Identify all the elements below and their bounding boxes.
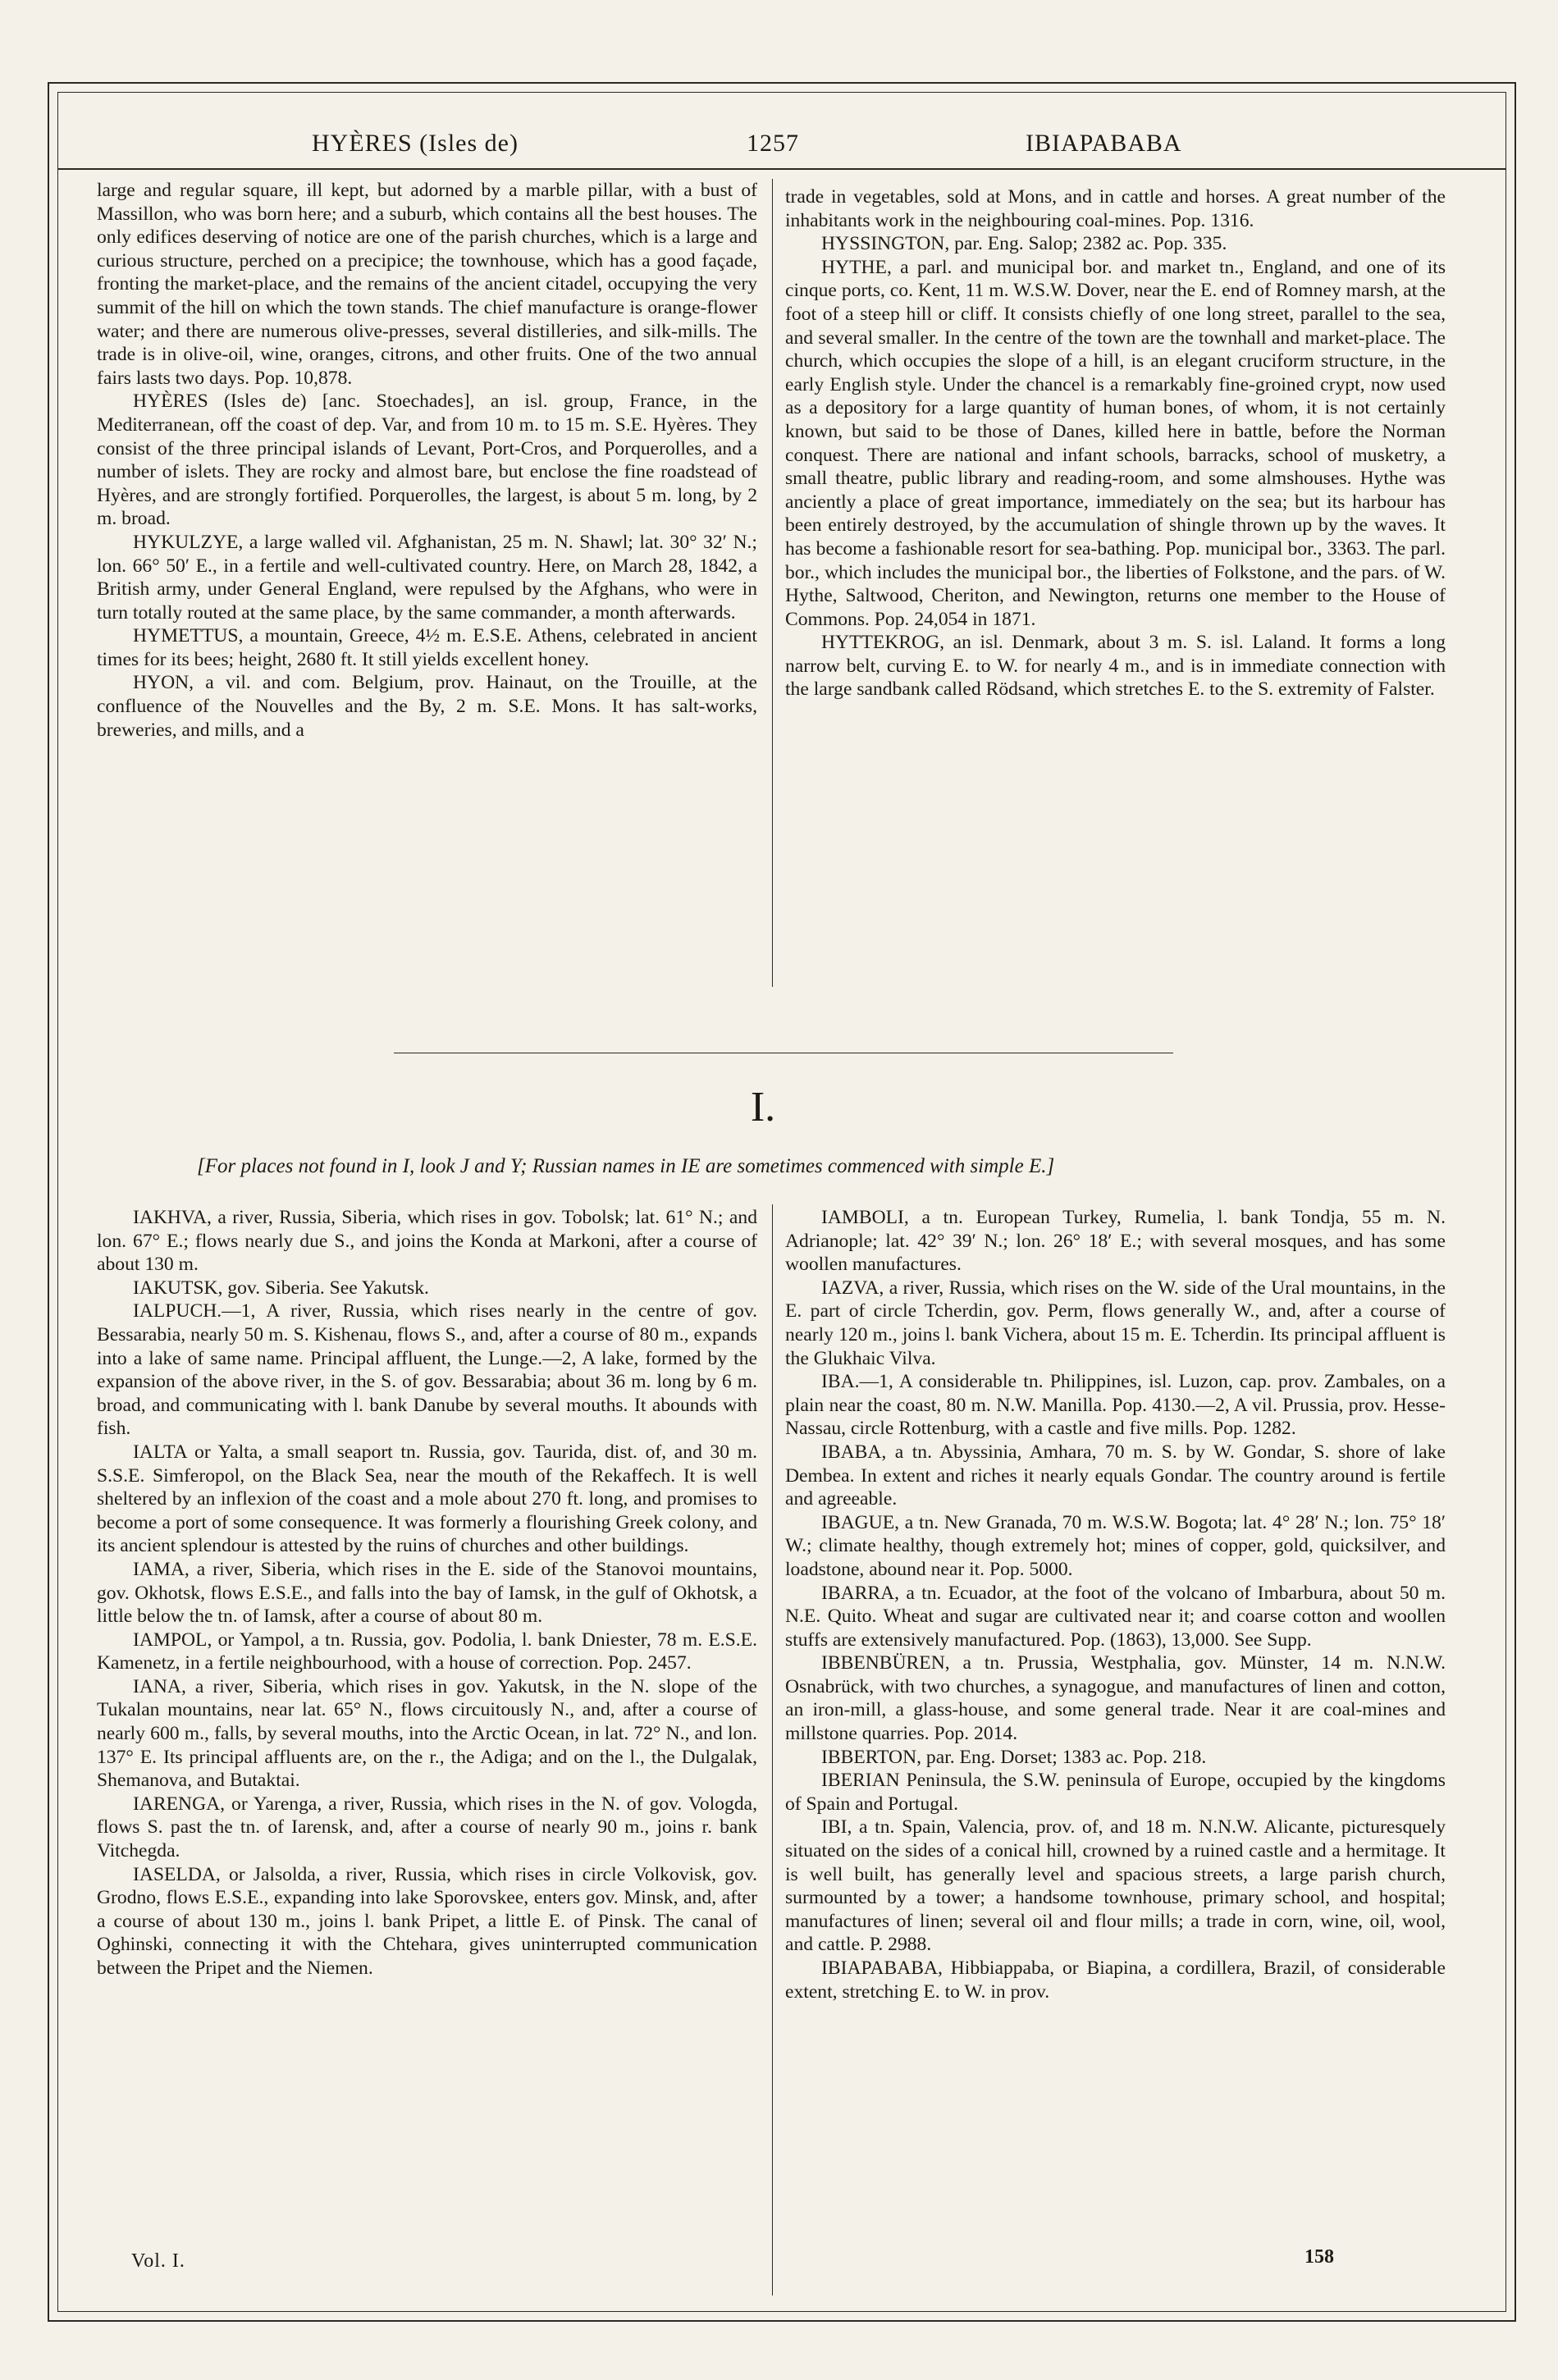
column-divider (772, 179, 773, 987)
entry-paragraph: IBI, a tn. Spain, Valencia, prov. of, and 18 m. N.N.W. Alicante, picturesquely situated on the sides of a conical hill, crowned by a ruined castle and a hermitage. It is well built, has generally level and spacious streets, a large parish church, surmounted by a tower; a handsome townhouse, primary school, and hospital; manufactures of linen; several oil and flour mills; a trade in corn, wine, oil, wool, and cattle. P. 2988. (785, 1816, 1446, 1956)
top-right-column (785, 185, 1446, 701)
entry-paragraph: HYTHE, a parl. and municipal bor. and market tn., England, and one of its cinque ports, co. Kent, 11 m. W.S.W. Dover, near the E. end of Romney marsh, at the foot of a steep hill or cliff. It consists chiefly of one long street, parallel to the sea, and several smaller. In the centre of the town are the townhall and market-place. The church, which occupies the slope of a hill, is an elegant cruciform structure, in the early English style. Under the chancel is a remarkably fine-groined crypt, now used as a depository for a large quantity of human bones, of whom, it is not certainly known, but said to be those of Danes, killed here in battle, before the Norman conquest. There are national and infant schools, barracks, school of musketry, a small theatre, public library and reading-room, and some almshouses. Hythe was anciently a place of great importance, immediately on the sea; but its harbour has been entirely destroyed, by the accumulation of shingle thrown up by the waves. It has become a fashionable resort for sea-bathing. Pop. municipal bor., 3363. The parl. bor., which includes the municipal bor., the liberties of Folkstone, and the pars. of W. Hythe, Saltwood, Cheriton, and Newington, returns one member to the House of Commons. Pop. 24,054 in 1871. (785, 256, 1446, 630)
entry-paragraph: IAKUTSK, gov. Siberia. See Yakutsk. (133, 1277, 429, 1299)
entry-paragraph: IBIAPABABA, Hibbiappaba, or Biapina, a cordillera, Brazil, of considerable extent, stretching E. to W. in prov. (785, 1957, 1446, 2003)
entry-paragraph: IAZVA, a river, Russia, which rises on the W. side of the Ural mountains, in the E. part of circle Tcherdin, gov. Perm, flows generally W., and, after a course of nearly 120 m., joins l. bank Vichera, about 15 m. E. Tcherdin. Its principal affluent is the Glukhaic Vilva. (785, 1277, 1446, 1369)
section-note: [For places not found in I, look J and Y; Russian names in IE are sometimes commenced with simple E.] (197, 1155, 1055, 1177)
entry-paragraph: IALTA or Yalta, a small seaport tn. Russia, gov. Taurida, dist. of, and 30 m. S.S.E. Simferopol, on the Black Sea, near the mouth of the Rekaffech. It is well sheltered by an inflexion of the coast and a mole about 270 ft. long, and promises to become a port of some consequence. It was formerly a flourishing Greek colony, and its ancient splendour is attested by the ruins of churches and other buildings. (97, 1441, 757, 1557)
entry-paragraph: IBBENBÜREN, a tn. Prussia, Westphalia, gov. Münster, 14 m. N.N.W. Osnabrück, with two churches, a synagogue, and manufactures of linen and cotton, an iron-mill, a glass-house, and some general trade. Near it are coal-mines and millstone quarries. Pop. 2014. (785, 1652, 1446, 1745)
entry-paragraph: HYÈRES (Isles de) [anc. Stoechades], an isl. group, France, in the Mediterranean, off the coast of dep. Var, and from 10 m. to 15 m. S.E. Hyères. They consist of the three principal islands of Levant, Port-Cros, and Porquerolles, and a number of islets. They are rocky and almost bare, but enclose the fine roadstead of Hyères, and are strongly fortified. Porquerolles, the largest, is about 5 m. long, by 2 m. broad. (97, 391, 757, 530)
entry-paragraph: IAMPOL, or Yampol, a tn. Russia, gov. Podolia, l. bank Dniester, 78 m. E.S.E. Kamenetz, in a fertile neighbourhood, with a house of correction. Pop. 2457. (97, 1629, 757, 1674)
entry-paragraph: IAMBOLI, a tn. European Turkey, Rumelia, l. bank Tondja, 55 m. N. Adrianople; lat. 42° 39′ N.; lon. 26° 18′ E.; with several mosques, and has some woollen manufactures. (785, 1207, 1446, 1276)
entry-paragraph: IBA.—1, A considerable tn. Philippines, isl. Luzon, cap. prov. Zambales, on a plain near the coast, 80 m. N.W. Manilla. Pop. 4130.—2, A vil. Prussia, prov. Hesse-Nassau, circle Rottenburg, with a castle and five mills. Pop. 1282. (785, 1371, 1446, 1440)
column-divider (772, 1204, 773, 2295)
entry-paragraph: IAMA, a river, Siberia, which rises in the E. side of the Stanovoi mountains, gov. Okhotsk, flows E.S.E., and falls into the bay of Iamsk, in the gulf of Okhotsk, a little below the tn. of Iamsk, after a course of about 80 m. (97, 1558, 757, 1628)
entry-paragraph: HYKULZYE, a large walled vil. Afghanistan, 25 m. N. Shawl; lat. 30° 32′ N.; lon. 66° 50′ E., in a fertile and well-cultivated country. Here, on March 28, 1842, a British army, under General England, were repulsed by the Afghans, who were in turn totally routed at the same place, by the same commander, a month afterwards. (97, 531, 757, 624)
volume-label: Vol. I. (131, 2250, 185, 2272)
entry-paragraph: IAKHVA, a river, Russia, Siberia, which rises in gov. Tobolsk; lat. 61° N.; and lon. 67° E.; flows nearly due S., and joins the Konda at Markoni, after a course of about 130 m. (97, 1207, 757, 1276)
entry-paragraph: trade in vegetables, sold at Mons, and in cattle and horses. A great number of the inhabitants work in the neighbouring coal-mines. Pop. 1316. (785, 186, 1446, 231)
entry-paragraph: HYMETTUS, a mountain, Greece, 4½ m. E.S.E. Athens, celebrated in ancient times for its bees; height, 2680 ft. It still yields excellent honey. (97, 625, 757, 670)
header-rule (57, 168, 1506, 170)
entry-paragraph: IBBERTON, par. Eng. Dorset; 1383 ac. Pop. 218. (821, 1746, 1207, 1768)
bottom-right-column (785, 1206, 1446, 2003)
entry-paragraph: IBAGUE, a tn. New Granada, 70 m. W.S.W. Bogota; lat. 4° 28′ N.; lon. 75° 18′ W.; climate healthy, though extremely hot; mines of copper, gold, quicksilver, and loadstone, abound near it. Pop. 5000. (785, 1511, 1446, 1580)
page-number: 1257 (747, 130, 799, 157)
entry-paragraph: IBARRA, a tn. Ecuador, at the foot of the volcano of Imbarbura, about 50 m. N.E. Quito. Wheat and sugar are cultivated near it; and coarse cotton and woollen stuffs are extensively manufactured. Pop. (1863), 13,000. See Supp. (785, 1582, 1446, 1651)
entry-paragraph: IASELDA, or Jalsolda, a river, Russia, which rises in circle Volkovisk, gov. Grodno, flows E.S.E., expanding into lake Sporovskee, enters gov. Minsk, and, after a course of about 130 m., joins l. bank Pripet, a little E. of Pinsk. The canal of Oghinski, connecting it with the Chtehara, gives uninterrupted communication between the Pripet and the Niemen. (97, 1863, 757, 1979)
header-right-entry: IBIAPABABA (1026, 130, 1182, 157)
header-left-entry: HYÈRES (Isles de) (312, 130, 519, 157)
top-left-column (97, 179, 757, 742)
entry-paragraph: IBABA, a tn. Abyssinia, Amhara, 70 m. S. by W. Gondar, S. shore of lake Dembea. In extent and riches it nearly equals Gondar. The country around is fertile and agreeable. (785, 1441, 1446, 1510)
entry-paragraph: IANA, a river, Siberia, which rises in gov. Yakutsk, in the N. slope of the Tukalan mountains, near lat. 65° N., flows circuitously N., and, after a course of nearly 600 m., falls, by several mouths, into the Arctic Ocean, in lat. 72° N., and lon. 137° E. Its principal affluents are, on the r., the Adiga; and on the l., the Dulgalak, Shemanova, and Butaktai. (97, 1675, 757, 1792)
entry-paragraph: HYTTEKROG, an isl. Denmark, about 3 m. S. isl. Laland. It forms a long narrow belt, curving E. to W. for nearly 4 m., and is in immediate connection with the large sandbank called Rödsand, which stretches E. to the S. extremity of Falster. (785, 632, 1446, 701)
entry-paragraph: large and regular square, ill kept, but adorned by a marble pillar, with a bust of Massillon, who was born here; and a suburb, which contains all the best houses. The only edifices deserving of notice are one of the parish churches, which is a large and curious structure, perched on a precipice; the townhouse, which has a good façade, fronting the market-place, and the remains of the ancient citadel, occupying the very summit of the hill on which the town stands. The chief manufacture is orange-flower water; and there are numerous olive-presses, several distilleries, and silk-mills. The trade is in olive-oil, wine, oranges, citrons, and other fruits. One of the two annual fairs lasts two days. Pop. 10,878. (97, 180, 757, 389)
entry-paragraph: HYSSINGTON, par. Eng. Salop; 2382 ac. Pop. 335. (821, 233, 1227, 255)
entry-paragraph: IARENGA, or Yarenga, a river, Russia, which rises in the N. of gov. Vologda, flows S. past the tn. of Iarensk, and, after a course of nearly 90 m., joins r. bank Vitchegda. (97, 1793, 757, 1862)
entry-paragraph: IBERIAN Peninsula, the S.W. peninsula of Europe, occupied by the kingdoms of Spain and Portugal. (785, 1770, 1446, 1815)
running-header (57, 123, 1506, 164)
section-heading: I. (750, 1084, 776, 1131)
entry-paragraph: HYON, a vil. and com. Belgium, prov. Hainaut, on the Trouille, at the confluence of the Nouvelles and the By, 2 m. S.E. Mons. It has salt-works, breweries, and mills, and a (97, 672, 757, 741)
entry-paragraph: IALPUCH.—1, A river, Russia, which rises nearly in the centre of gov. Bessarabia, nearly 50 m. S. Kishenau, flows S., and, after a course of 80 m., expands into a lake of same name. Principal affluent, the Lunge.—2, A lake, formed by the expansion of the above river, in the S. of gov. Bessarabia; about 36 m. long by 6 m. broad, and communicating with l. bank Danube by several mouths. It abounds with fish. (97, 1300, 757, 1440)
signature-mark: 158 (1304, 2246, 1334, 2268)
bottom-left-column (97, 1206, 757, 1980)
